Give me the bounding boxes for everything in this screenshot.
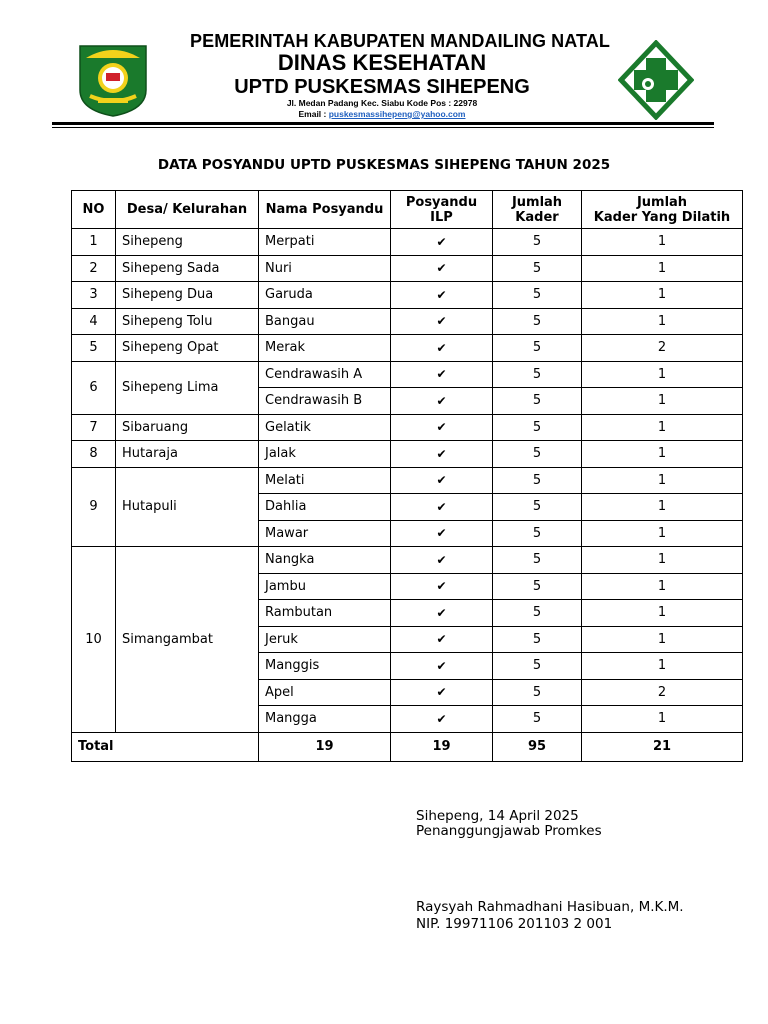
cell-no: 1 [72,229,116,256]
cell-kader-dilatih: 1 [582,255,743,282]
cell-ilp-check: ✔ [391,467,493,494]
cell-no: 4 [72,308,116,335]
table-row [72,414,743,441]
letterhead-email-line [150,109,614,119]
cell-kader-dilatih: 1 [582,494,743,521]
cell-kader-dilatih: 1 [582,308,743,335]
cell-ilp-check: ✔ [391,414,493,441]
cell-kader-dilatih: 1 [582,414,743,441]
cell-ilp-check: ✔ [391,573,493,600]
header-ilp [391,191,493,229]
cell-ilp-check: ✔ [391,255,493,282]
cell-kader-dilatih: 1 [582,573,743,600]
cell-nama-posyandu: Jambu [259,573,391,600]
cell-desa: Sihepeng Dua [116,282,259,309]
header-nama: Nama Posyandu [259,191,391,229]
cell-ilp-check: ✔ [391,494,493,521]
cell-jumlah-kader: 5 [493,679,582,706]
table-row [72,335,743,362]
cell-no: 3 [72,282,116,309]
cell-nama-posyandu: Rambutan [259,600,391,627]
cell-kader-dilatih: 1 [582,361,743,388]
cell-ilp-check: ✔ [391,600,493,627]
cell-no: 2 [72,255,116,282]
total-dilatih: 21 [582,732,743,761]
email-label: Email : [298,109,329,119]
cell-ilp-check: ✔ [391,361,493,388]
posyandu-table [71,190,743,762]
cell-kader-dilatih: 1 [582,653,743,680]
cell-desa: Sihepeng Lima [116,361,259,414]
cell-desa: Sihepeng [116,229,259,256]
cell-jumlah-kader: 5 [493,706,582,733]
table-row [72,229,743,256]
cell-jumlah-kader: 5 [493,573,582,600]
cell-nama-posyandu: Melati [259,467,391,494]
cell-nama-posyandu: Mawar [259,520,391,547]
cell-nama-posyandu: Bangau [259,308,391,335]
cell-kader-dilatih: 1 [582,600,743,627]
cell-jumlah-kader: 5 [493,388,582,415]
cell-desa: Hutapuli [116,467,259,547]
signature-role: Penanggungjawab Promkes [416,823,602,839]
cell-nama-posyandu: Garuda [259,282,391,309]
cell-desa: Simangambat [116,547,259,733]
cell-nama-posyandu: Gelatik [259,414,391,441]
cell-nama-posyandu: Jalak [259,441,391,468]
signature-place-date: Sihepeng, 14 April 2025 [416,808,579,824]
cell-jumlah-kader: 5 [493,255,582,282]
cell-kader-dilatih: 1 [582,706,743,733]
cell-no: 6 [72,361,116,414]
cell-kader-dilatih: 1 [582,388,743,415]
cell-nama-posyandu: Nangka [259,547,391,574]
cell-jumlah-kader: 5 [493,335,582,362]
cell-ilp-check: ✔ [391,547,493,574]
letterhead-address: Jl. Medan Padang Kec. Siabu Kode Pos : 22978 [286,98,478,108]
header-ilp-line2: ILP [430,209,453,225]
cell-jumlah-kader: 5 [493,547,582,574]
cell-no: 5 [72,335,116,362]
header-kader-line2: Kader [515,209,559,225]
header-dilatih [582,191,743,229]
cell-ilp-check: ✔ [391,520,493,547]
table-row [72,255,743,282]
cell-ilp-check: ✔ [391,706,493,733]
letterhead-rule-thin [52,127,714,128]
table-row [72,441,743,468]
cell-ilp-check: ✔ [391,282,493,309]
table-header-row [72,191,743,229]
cell-nama-posyandu: Nuri [259,255,391,282]
cell-kader-dilatih: 1 [582,467,743,494]
cell-ilp-check: ✔ [391,308,493,335]
cell-jumlah-kader: 5 [493,308,582,335]
cell-ilp-check: ✔ [391,229,493,256]
letterhead-unit: UPTD PUSKESMAS SIHEPENG [234,76,530,98]
cell-kader-dilatih: 2 [582,679,743,706]
cell-kader-dilatih: 1 [582,520,743,547]
total-ilp: 19 [391,732,493,761]
cell-desa: Sihepeng Sada [116,255,259,282]
cell-jumlah-kader: 5 [493,467,582,494]
cell-nama-posyandu: Cendrawasih B [259,388,391,415]
signature-name: Raysyah Rahmadhani Hasibuan, M.K.M. [416,899,684,915]
cell-no: 8 [72,441,116,468]
letterhead-agency: DINAS KESEHATAN [277,50,487,75]
header-dilatih-line2: Kader Yang Dilatih [593,209,731,225]
cell-kader-dilatih: 1 [582,282,743,309]
cell-kader-dilatih: 2 [582,335,743,362]
cell-jumlah-kader: 5 [493,361,582,388]
cell-nama-posyandu: Merak [259,335,391,362]
cell-nama-posyandu: Apel [259,679,391,706]
total-posyandu: 19 [259,732,391,761]
header-kader-line1: Jumlah [511,194,563,210]
total-row [72,732,743,761]
cell-jumlah-kader: 5 [493,494,582,521]
header-desa: Desa/ Kelurahan [116,191,259,229]
cell-desa: Sihepeng Tolu [116,308,259,335]
cell-no: 9 [72,467,116,547]
cell-ilp-check: ✔ [391,626,493,653]
cell-no: 10 [72,547,116,733]
cell-jumlah-kader: 5 [493,520,582,547]
cell-desa: Hutaraja [116,441,259,468]
document-title: DATA POSYANDU UPTD PUSKESMAS SIHEPENG TAHUN 2025 [157,157,611,173]
cell-kader-dilatih: 1 [582,441,743,468]
letterhead-rule-thick [52,122,714,125]
header-ilp-line1: Posyandu [405,194,478,210]
cell-jumlah-kader: 5 [493,414,582,441]
cell-nama-posyandu: Manggis [259,653,391,680]
total-kader: 95 [493,732,582,761]
cell-kader-dilatih: 1 [582,547,743,574]
cell-nama-posyandu: Jeruk [259,626,391,653]
table-row [72,282,743,309]
cell-nama-posyandu: Merpati [259,229,391,256]
cell-nama-posyandu: Cendrawasih A [259,361,391,388]
cell-desa: Sibaruang [116,414,259,441]
header-dilatih-line1: Jumlah [636,194,688,210]
cell-ilp-check: ✔ [391,441,493,468]
cell-jumlah-kader: 5 [493,229,582,256]
cell-jumlah-kader: 5 [493,626,582,653]
total-label: Total [72,732,259,761]
cell-jumlah-kader: 5 [493,441,582,468]
cell-jumlah-kader: 5 [493,653,582,680]
table-row [72,308,743,335]
cell-nama-posyandu: Mangga [259,706,391,733]
cell-ilp-check: ✔ [391,388,493,415]
cell-kader-dilatih: 1 [582,626,743,653]
header-kader [493,191,582,229]
puskesmas-emblem-logo [618,40,694,120]
cell-ilp-check: ✔ [391,335,493,362]
cell-nama-posyandu: Dahlia [259,494,391,521]
letterhead-government: PEMERINTAH KABUPATEN MANDAILING NATAL [189,31,610,51]
table-row [72,467,743,494]
cell-jumlah-kader: 5 [493,600,582,627]
cell-desa: Sihepeng Opat [116,335,259,362]
cell-ilp-check: ✔ [391,653,493,680]
table-row [72,547,743,574]
signature-nip: NIP. 19971106 201103 2 001 [416,916,613,932]
header-no: NO [72,191,116,229]
regency-emblem-logo [76,40,150,118]
cell-ilp-check: ✔ [391,679,493,706]
cell-no: 7 [72,414,116,441]
email-link[interactable]: puskesmassihepeng@yahoo.com [328,109,466,119]
table-row [72,361,743,388]
cell-kader-dilatih: 1 [582,229,743,256]
cell-jumlah-kader: 5 [493,282,582,309]
